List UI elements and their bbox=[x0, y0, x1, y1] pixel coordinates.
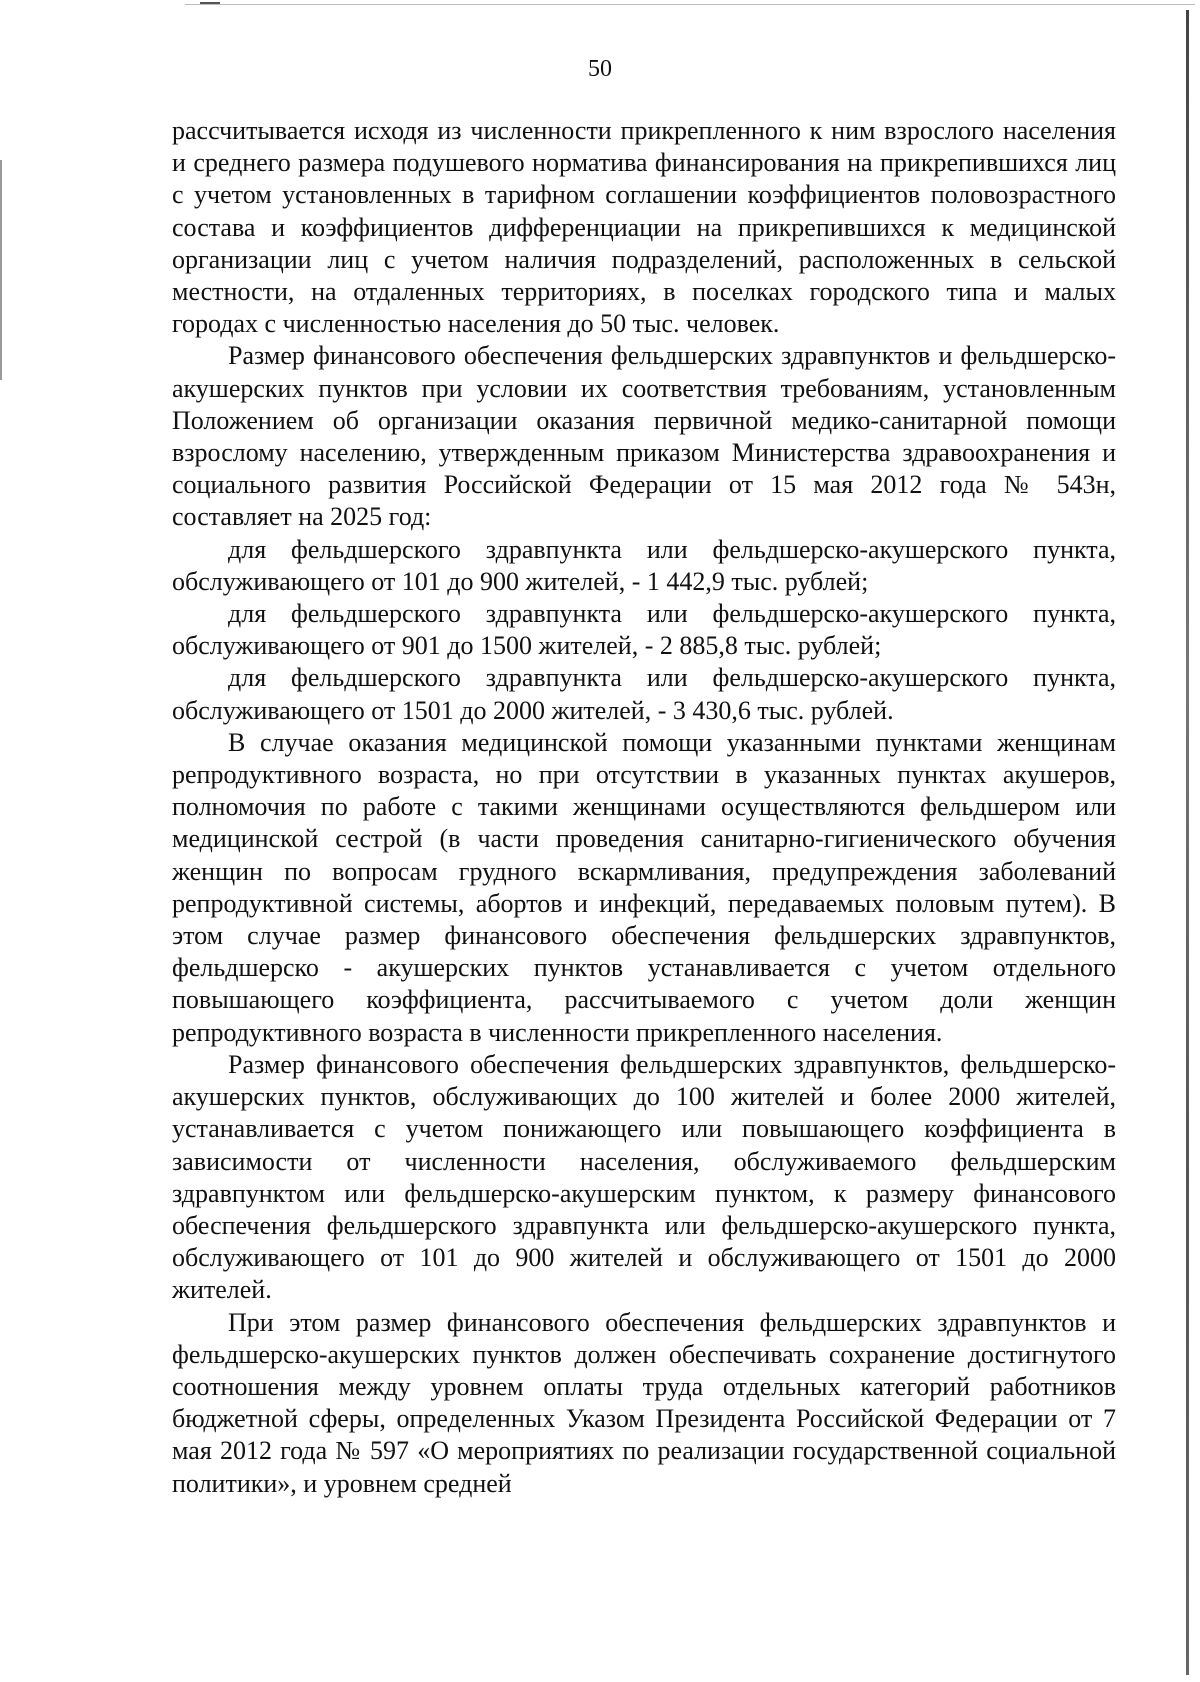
scan-artifact-edge bbox=[1186, 10, 1189, 1675]
page-number: 50 bbox=[588, 56, 612, 82]
scan-artifact-line bbox=[185, 4, 1195, 5]
paragraph: для фельдшерского здравпункта или фельдшерско-акушерского пункта, обслуживающего от 901 до 1500 жителей, - 2 885,8 тыс. рублей; bbox=[172, 599, 1116, 661]
scan-artifact-mark bbox=[200, 2, 220, 4]
paragraph: При этом размер финансового обеспечения фельдшерских здравпунктов и фельдшерско-акушерских пунктов должен обеспечивать сохранение достигнутого соотношения между уровнем оплаты труда отдельных категорий работников бюджетной сферы, определенных Указом Президента Российской Федерации от 7 мая 2012 года № 597 «О мероприятиях по реализации государственной социальной политики», и уровнем средней bbox=[172, 1307, 1116, 1498]
paragraph: Размер финансового обеспечения фельдшерских здравпунктов и фельдшерско-акушерских пунктов при условии их соответствия требованиям, установленным Положением об организации оказания первичной медико-санитарной помощи взрослому населению, утвержденным приказом Министерства здравоохранения и социального развития Российской Федерации от 15 мая 2012 года № 543н, составляет на 2025 год: bbox=[172, 341, 1116, 532]
scan-artifact-edge-left bbox=[0, 160, 2, 380]
paragraph: для фельдшерского здравпункта или фельдшерско-акушерского пункта, обслуживающего от 101 до 900 жителей, - 1 442,9 тыс. рублей; bbox=[172, 534, 1116, 596]
document-body bbox=[172, 115, 1116, 1500]
paragraph-continuation: рассчитывается исходя из численности прикрепленного к ним взрослого населения и среднего размера подушевого норматива финансирования на прикрепившихся лиц с учетом установленных в тарифном соглашении коэффициентов половозрастного состава и коэффициентов дифференциации на прикрепившихся к медицинской организации лиц с учетом наличия подразделений, расположенных в сельской местности, на отдаленных территориях, в поселках городского типа и малых городах с численностью населения до 50 тыс. человек. bbox=[172, 116, 1116, 339]
paragraph: Размер финансового обеспечения фельдшерских здравпунктов, фельдшерско-акушерских пунктов, обслуживающих до 100 жителей и более 2000 жителей, устанавливается с учетом понижающего или повышающего коэффициента в зависимости от численности населения, обслуживаемого фельдшерским здравпунктом или фельдшерско-акушерским пунктом, к размеру финансового обеспечения фельдшерского здравпункта или фельдшерско-акушерского пункта, обслуживающего от 101 до 900 жителей и обслуживающего от 1501 до 2000 жителей. bbox=[172, 1049, 1116, 1305]
paragraph: для фельдшерского здравпункта или фельдшерско-акушерского пункта, обслуживающего от 1501 до 2000 жителей, - 3 430,6 тыс. рублей. bbox=[172, 663, 1116, 725]
paragraph: В случае оказания медицинской помощи указанными пунктами женщинам репродуктивного возраста, но при отсутствии в указанных пунктах акушеров, полномочия по работе с такими женщинами осуществляются фельдшером или медицинской сестрой (в части проведения санитарно-гигиенического обучения женщин по вопросам грудного вскармливания, предупреждения заболеваний репродуктивной системы, абортов и инфекций, передаваемых половым путем). В этом случае размер финансового обеспечения фельдшерских здравпунктов, фельдшерско - акушерских пунктов устанавливается с учетом отдельного повышающего коэффициента, рассчитываемого с учетом доли женщин репродуктивного возраста в численности прикрепленного населения. bbox=[172, 727, 1116, 1047]
